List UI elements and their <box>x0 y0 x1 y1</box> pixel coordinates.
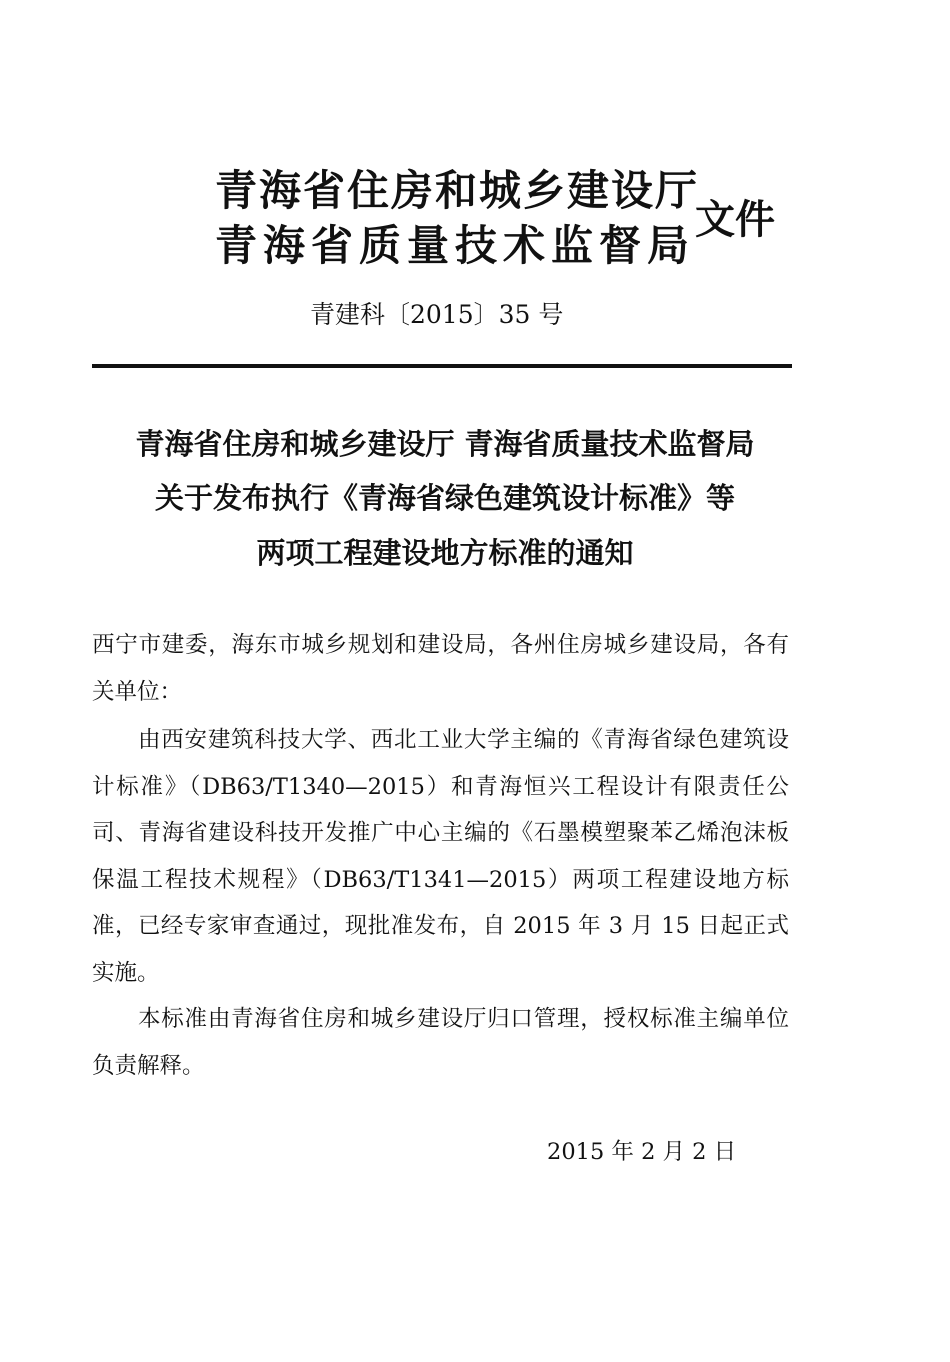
issuer-line-housing-department: 青海省住房和城乡建设厅 <box>215 166 700 215</box>
document-suffix: 文件 <box>695 196 775 243</box>
title-line-1: 青海省住房和城乡建设厅 青海省质量技术监督局 <box>135 427 755 461</box>
title-line-3: 两项工程建设地方标准的通知 <box>256 536 634 570</box>
document-number: 青建科〔2015〕35 号 <box>310 300 564 329</box>
title-line-2: 关于发布执行《青海省绿色建筑设计标准》等 <box>154 481 735 515</box>
issuer-line-quality-bureau: 青海省质量技术监督局 <box>215 221 696 270</box>
main-paragraph: 由西安建筑科技大学、西北工业大学主编的《青海省绿色建筑设计标准》（DB63/T1340—2015）和青海恒兴工程设计有限责任公司、青海省建设科技开发推广中心主编的《石墨模塑聚苯乙烯泡沫板保温工程技术规程》（DB63/T1341—2015）两项工程建设地方标准，已经专家审查通过，现批准发布，自 2015 年 3 月 15 日起正式实施。 <box>92 727 789 986</box>
header-divider-rule <box>92 364 792 368</box>
recipients-paragraph: 西宁市建委，海东市城乡规划和建设局，各州住房城乡建设局，各有关单位： <box>92 632 789 705</box>
issue-date: 2015 年 2 月 2 日 <box>547 1139 737 1165</box>
management-paragraph: 本标准由青海省住房和城乡建设厅归口管理，授权标准主编单位负责解释。 <box>92 1006 789 1079</box>
